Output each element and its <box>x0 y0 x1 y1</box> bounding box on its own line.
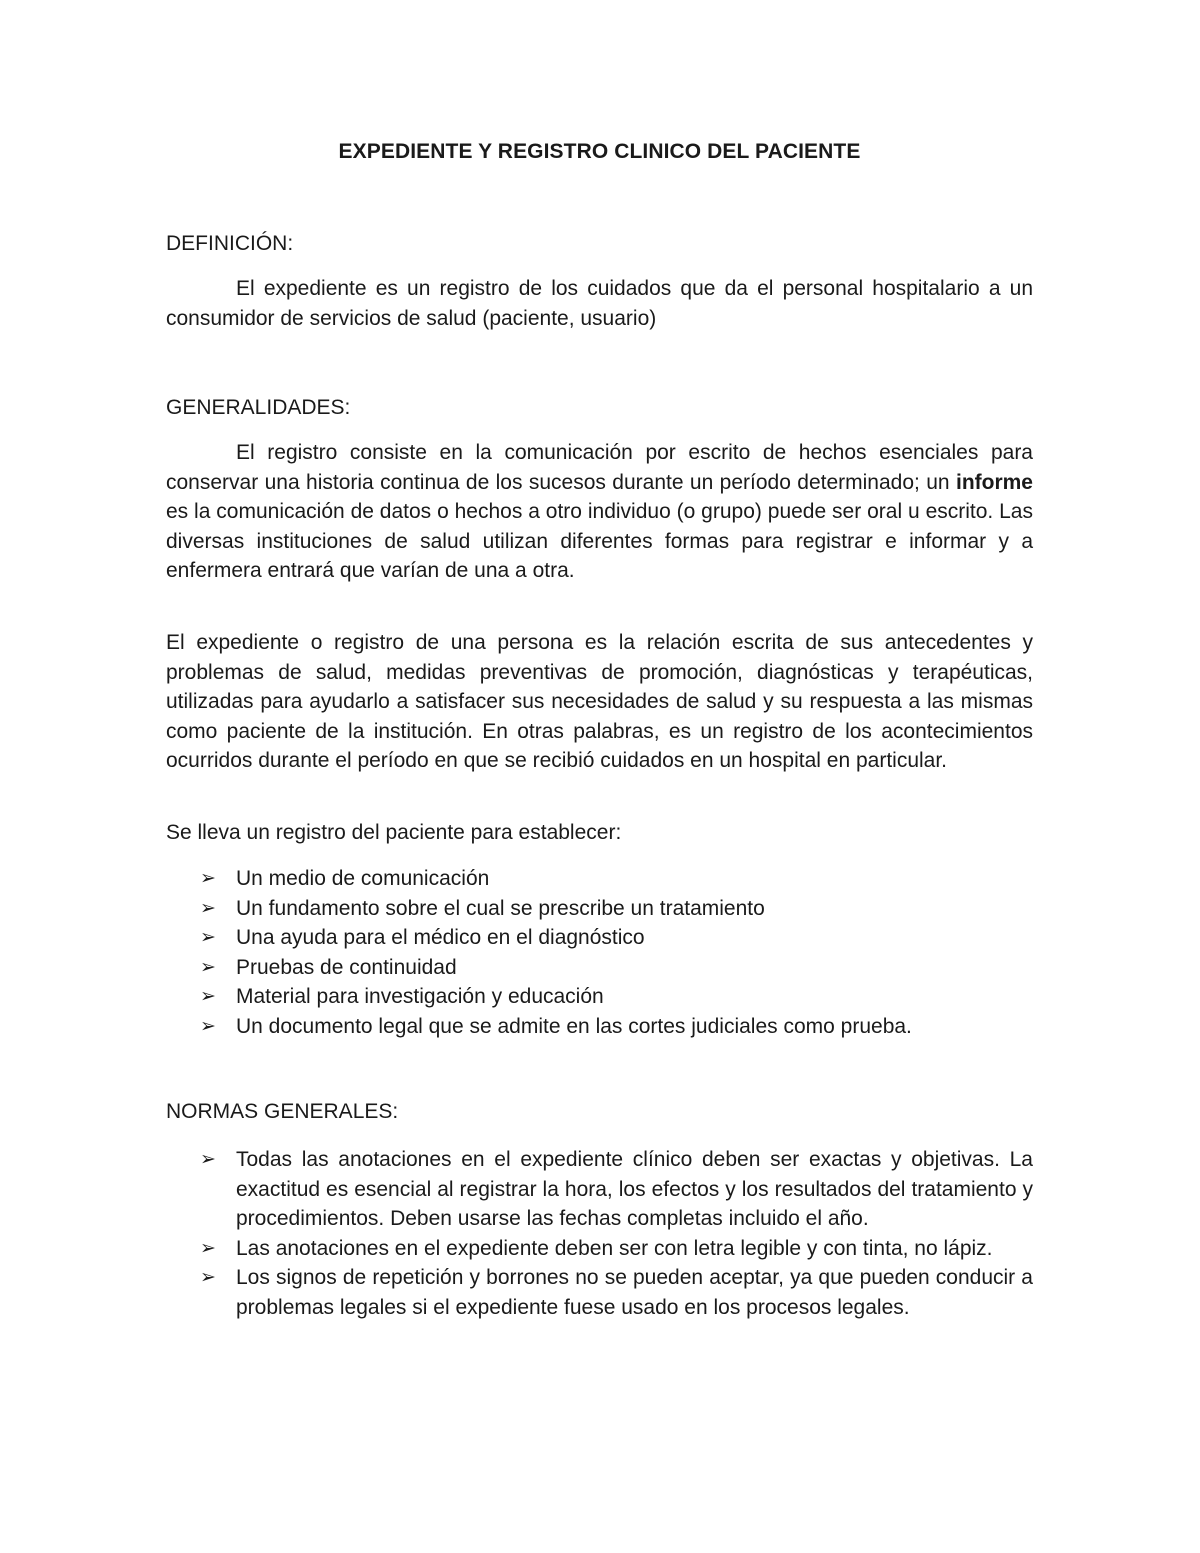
arrow-bullet-icon: ➢ <box>200 1266 216 1288</box>
arrow-bullet-icon: ➢ <box>200 1236 216 1259</box>
list-item: ➢ Un medio de comunicación <box>166 864 1033 894</box>
list-item: ➢ Pruebas de continuidad <box>166 953 1033 983</box>
list-item: ➢ Los signos de repetición y borrones no se pueden aceptar, ya que pueden conducir a problemas legales si el expediente fuese usado en los procesos legales. <box>166 1263 1033 1322</box>
paragraph-generalidades-2: El expediente o registro de una persona es la relación escrita de sus antecedentes y problemas de salud, medidas preventivas de promoción, diagnósticas y terapéuticas, utilizadas para ayudarlo a satisfacer sus necesidades de salud y su respuesta a las mismas como paciente de la institución. En otras palabras, es un registro de los acontecimientos ocurridos durante el período en que se recibió cuidados en un hospital en particular. <box>166 631 1033 772</box>
list-item: ➢ Material para investigación y educación <box>166 982 1033 1012</box>
list-item: ➢ Un fundamento sobre el cual se prescribe un tratamiento <box>166 894 1033 924</box>
arrow-bullet-icon: ➢ <box>200 1014 216 1037</box>
arrow-bullet-icon: ➢ <box>200 985 216 1007</box>
list-item: ➢ Todas las anotaciones en el expediente clínico deben ser exactas y objetivas. La exactitud es esencial al registrar la hora, los efectos y los resultados del tratamiento y procedimientos. Deben usarse las fechas completas incluido el año. <box>166 1145 1033 1234</box>
arrow-bullet-icon: ➢ <box>200 896 216 919</box>
section-heading-definicion: DEFINICIÓN: <box>166 232 294 255</box>
bold-term-informe: informe <box>955 470 1033 494</box>
paragraph-text: El registro consiste en la comunicación por escrito de hechos esenciales para conservar una historia continua de los sucesos durante un período determinado; un <box>166 441 1033 494</box>
paragraph-generalidades-1 <box>166 438 1033 586</box>
arrow-bullet-icon: ➢ <box>200 955 216 978</box>
section-heading-normas: NORMAS GENERALES: <box>166 1100 399 1123</box>
section-heading-generalidades: GENERALIDADES: <box>166 396 351 419</box>
document-title: EXPEDIENTE Y REGISTRO CLINICO DEL PACIENTE <box>338 140 861 163</box>
purpose-list <box>166 864 1033 1041</box>
list-item: ➢ Un documento legal que se admite en las cortes judiciales como prueba. <box>166 1012 1033 1042</box>
paragraph-generalidades-3: Se lleva un registro del paciente para establecer: <box>166 821 622 844</box>
list-item: ➢ Las anotaciones en el expediente deben ser con letra legible y con tinta, no lápiz. <box>166 1234 1033 1264</box>
normas-list <box>166 1145 1033 1322</box>
arrow-bullet-icon: ➢ <box>200 926 216 948</box>
paragraph-definicion: El expediente es un registro de los cuidados que da el personal hospitalario a un consumidor de servicios de salud (paciente, usuario) <box>166 277 1033 330</box>
list-item: ➢ Una ayuda para el médico en el diagnóstico <box>166 923 1033 953</box>
arrow-bullet-icon: ➢ <box>200 867 216 889</box>
paragraph-text: es la comunicación de datos o hechos a otro individuo (o grupo) puede ser oral u escrito. Las diversas instituciones de salud utilizan diferentes formas para registrar e informar y a enfermera entrará que varían de una a otra. <box>166 500 1033 582</box>
arrow-bullet-icon: ➢ <box>200 1148 216 1170</box>
